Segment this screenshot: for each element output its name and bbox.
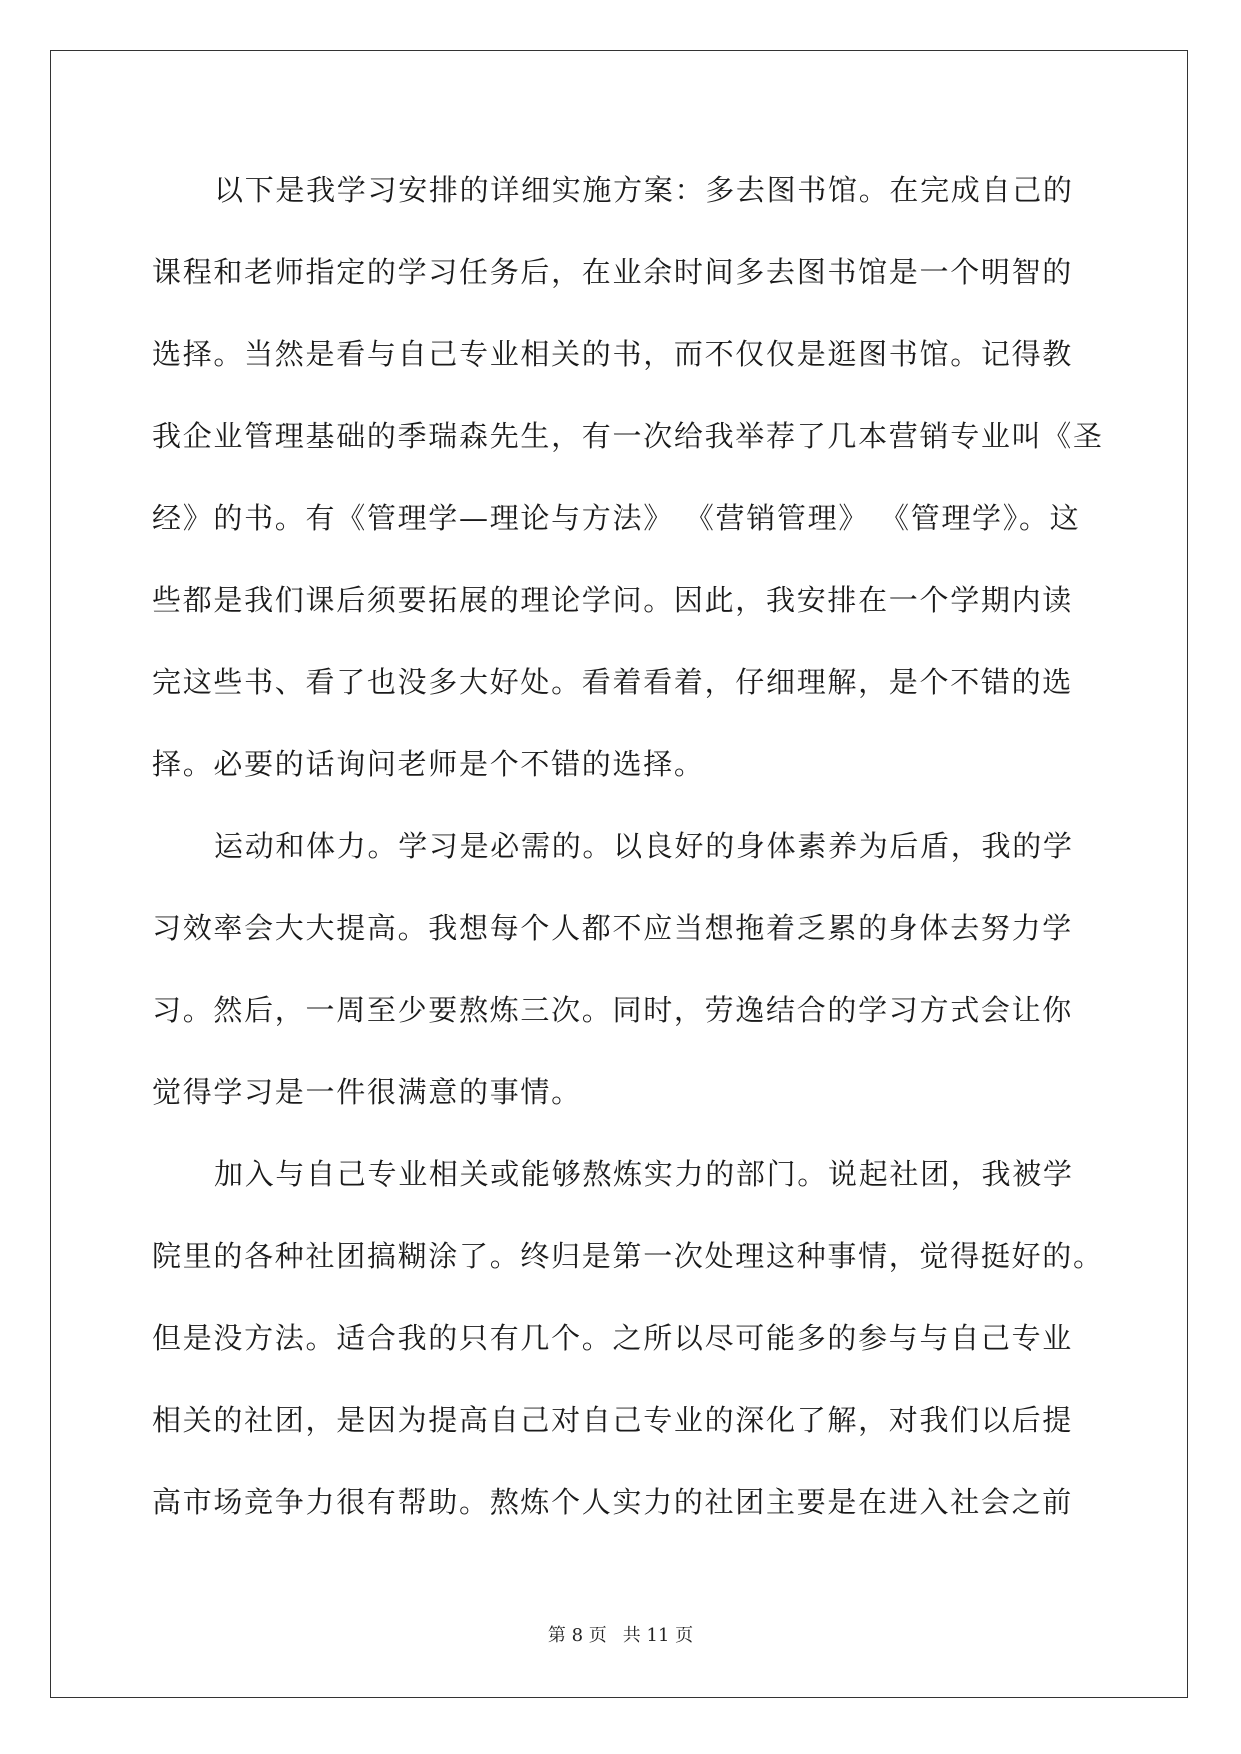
text-line: 我企业管理基础的季瑞森先生，有一次给我举荐了几本营销专业叫《圣 (152, 419, 1104, 453)
text-line: 以下是我学习安排的详细实施方案：多去图书馆。在完成自己的 (214, 173, 1074, 207)
text-line: 些都是我们课后须要拓展的理论学问。因此，我安排在一个学期内读 (152, 583, 1074, 617)
text-line: 习效率会大大提高。我想每个人都不应当想拖着乏累的身体去努力学 (152, 911, 1074, 945)
text-line: 加入与自己专业相关或能够熬炼实力的部门。说起社团，我被学 (214, 1157, 1074, 1191)
text-line: 完这些书、看了也没多大好处。看着看着，仔细理解，是个不错的选 (152, 665, 1074, 699)
text-line: 但是没方法。适合我的只有几个。之所以尽可能多的参与与自己专业 (152, 1321, 1074, 1355)
document-body (152, 162, 1104, 1556)
text-line: 相关的社团，是因为提高自己对自己专业的深化了解，对我们以后提 (152, 1403, 1074, 1437)
page-footer (0, 1624, 1241, 1648)
text-line: 选择。当然是看与自己专业相关的书，而不仅仅是逛图书馆。记得教 (152, 337, 1074, 371)
text-line: 课程和老师指定的学习任务后，在业余时间多去图书馆是一个明智的 (152, 255, 1074, 289)
page-total: 共 11 页 (622, 1625, 694, 1646)
text-line: 习。然后，一周至少要熬炼三次。同时，劳逸结合的学习方式会让你 (152, 993, 1074, 1027)
text-line: 择。必要的话询问老师是个不错的选择。 (152, 747, 705, 781)
text-line: 觉得学习是一件很满意的事情。 (152, 1075, 582, 1109)
text-line: 经》的书。有《管理学—理论与方法》 《营销管理》 《管理学》。这 (152, 501, 1081, 535)
text-line: 高市场竞争力很有帮助。熬炼个人实力的社团主要是在进入社会之前 (152, 1485, 1074, 1519)
text-line: 院里的各种社团搞糊涂了。终归是第一次处理这种事情，觉得挺好的。 (152, 1239, 1104, 1273)
page-number: 第 8 页 (547, 1625, 607, 1646)
text-line: 运动和体力。学习是必需的。以良好的身体素养为后盾，我的学 (214, 829, 1074, 863)
